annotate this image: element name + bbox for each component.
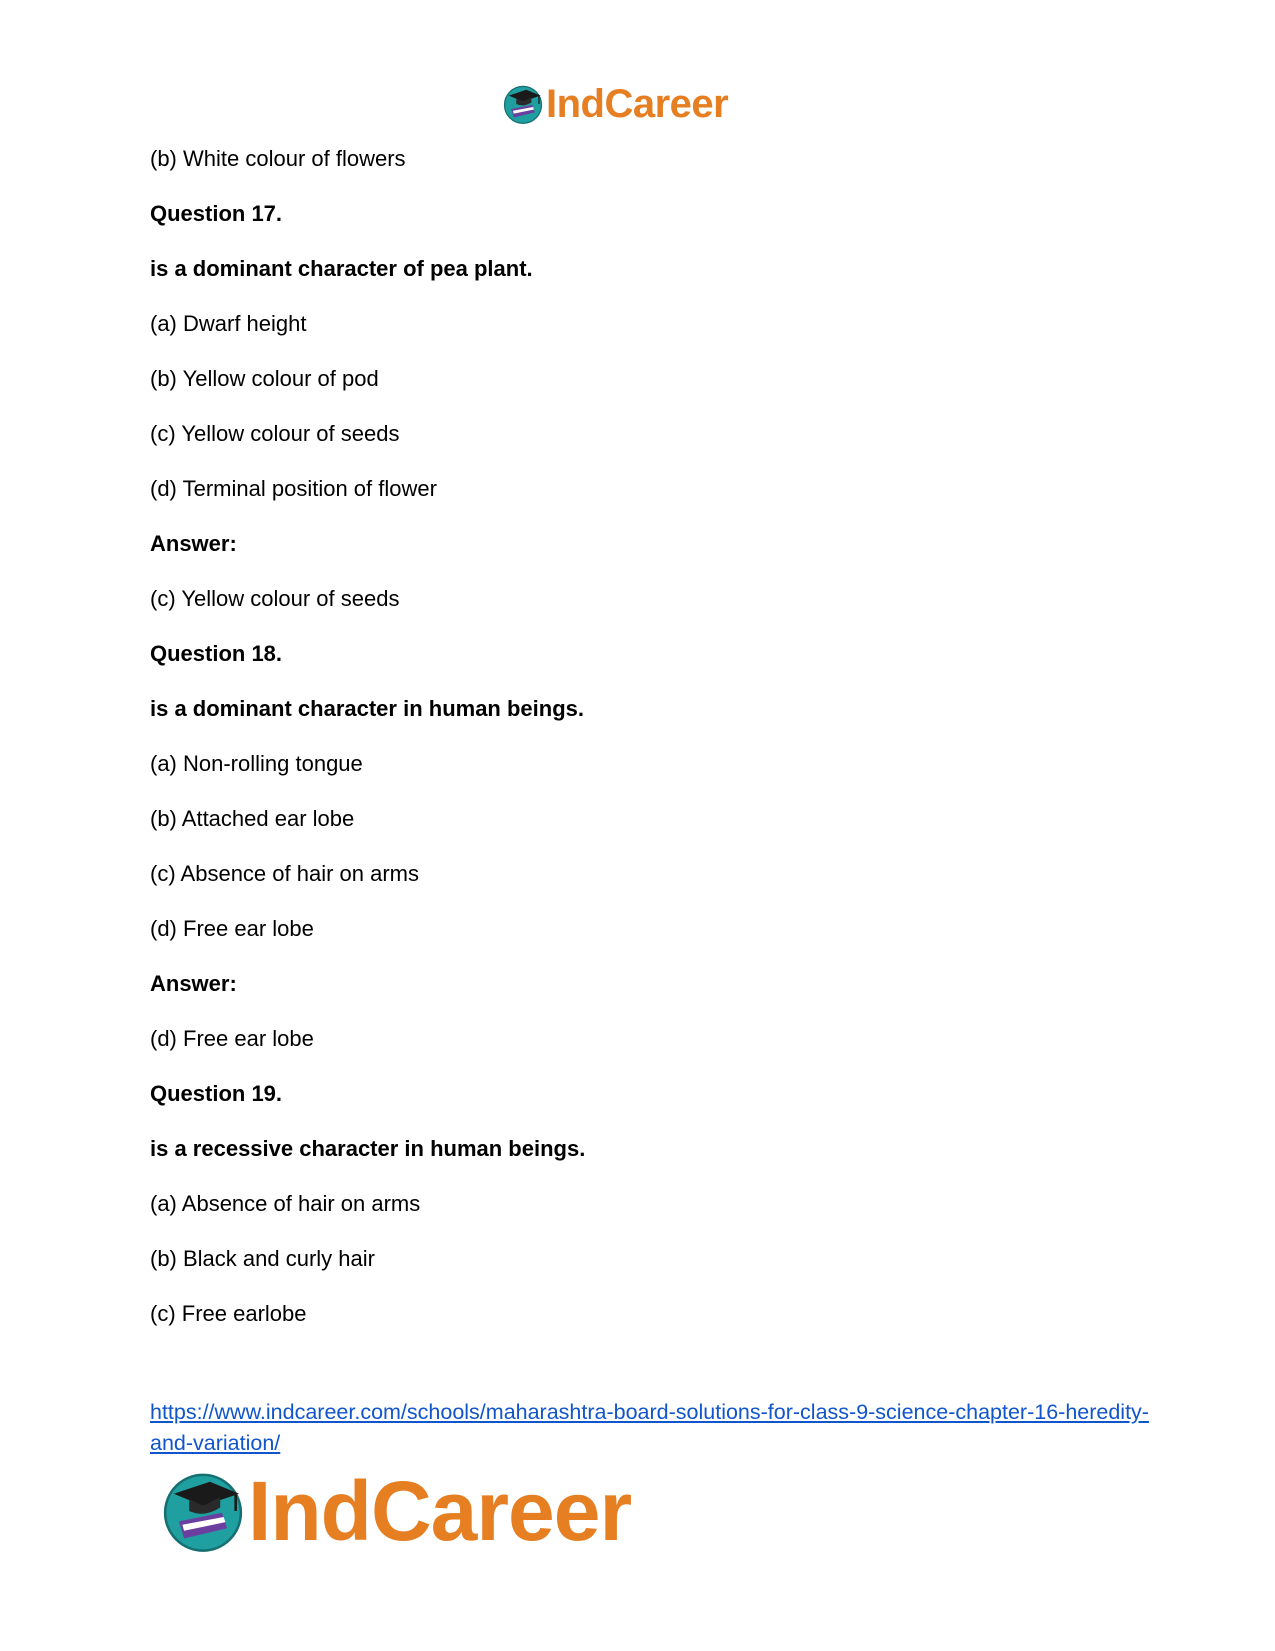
text-line: (d) Free ear lobe (150, 916, 314, 941)
text-line: (c) Yellow colour of seeds (150, 586, 400, 611)
heading-line: Question 17. (150, 201, 283, 226)
text-line: (b) Black and curly hair (150, 1246, 375, 1271)
heading-line: Question 18. (150, 641, 283, 666)
text-line: (b) White colour of flowers (150, 146, 406, 171)
text-line: (d) Terminal position of flower (150, 476, 437, 501)
document-body (150, 144, 1150, 1354)
heading-line: Question 19. (150, 1081, 283, 1106)
text-line: (a) Non-rolling tongue (150, 751, 363, 776)
graduation-cap-book-globe-icon (160, 1468, 246, 1554)
header-logo (502, 80, 728, 128)
text-line: (a) Absence of hair on arms (150, 1191, 421, 1216)
text-line: (d) Free ear lobe (150, 1026, 314, 1051)
text-line: (c) Absence of hair on arms (150, 861, 420, 886)
text-line: (a) Dwarf height (150, 311, 307, 336)
text-line: (c) Yellow colour of seeds (150, 421, 400, 446)
heading-line: is a dominant character in human beings. (150, 696, 584, 721)
heading-line: is a dominant character of pea plant. (150, 256, 533, 281)
heading-line: is a recessive character in human beings. (150, 1136, 586, 1161)
graduation-cap-book-globe-icon (502, 83, 544, 125)
text-line: (b) Yellow colour of pod (150, 366, 379, 391)
logo-wordmark: IndCareer (546, 82, 729, 126)
heading-line: Answer: (150, 531, 237, 556)
logo-wordmark: IndCareer (248, 1464, 632, 1558)
text-line: (c) Free earlobe (150, 1301, 307, 1326)
footer-logo (160, 1466, 631, 1556)
heading-line: Answer: (150, 971, 237, 996)
text-line: (b) Attached ear lobe (150, 806, 355, 831)
source-link[interactable]: https://www.indcareer.com/schools/maharashtra-board-solutions-for-class-9-science-chapter-16-heredity-and-variation/ (150, 1400, 1149, 1455)
